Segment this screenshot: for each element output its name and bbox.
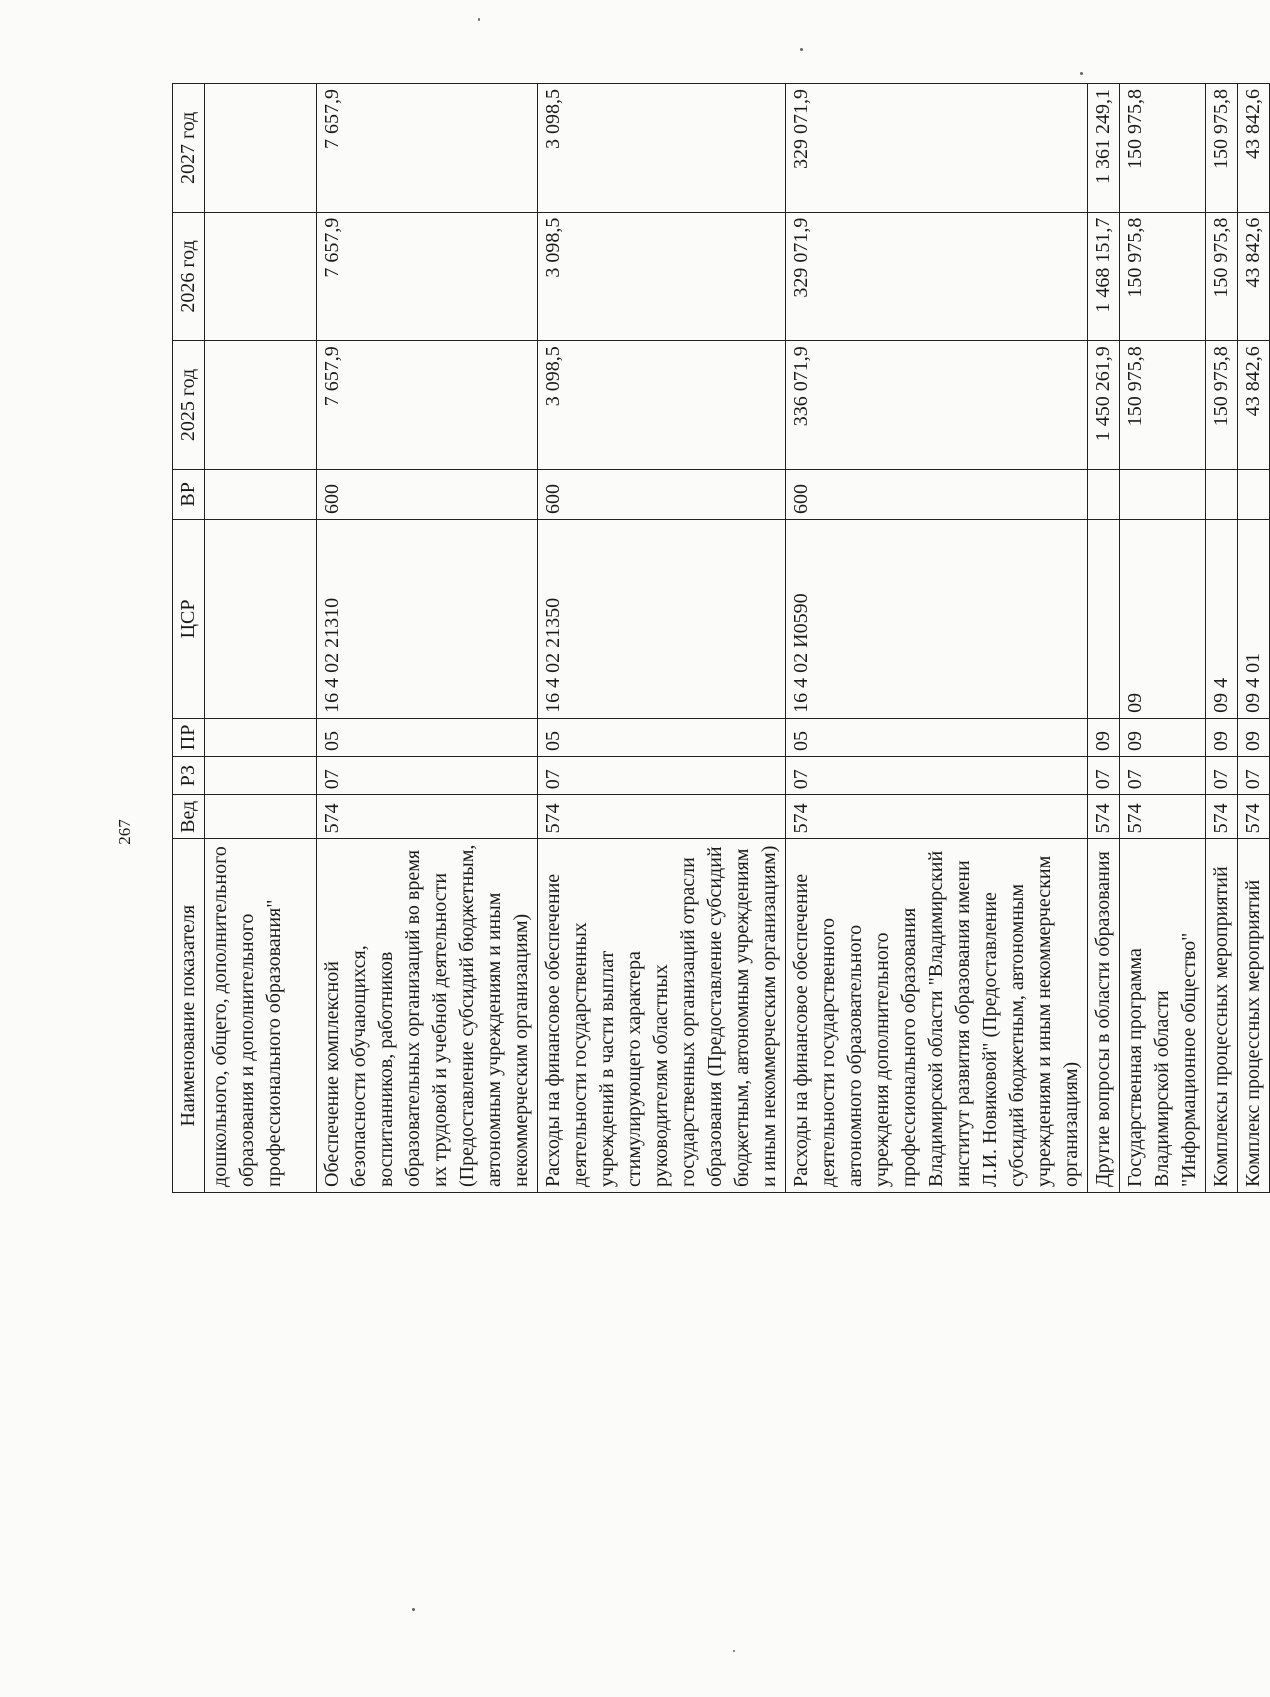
cell-rz: 07 xyxy=(538,757,786,795)
cell-2026: 150 975,8 xyxy=(1120,212,1206,341)
scan-speck xyxy=(733,1650,735,1652)
cell-2027: 150 975,8 xyxy=(1206,84,1238,213)
cell-2027: 7 657,9 xyxy=(317,84,538,213)
cell-ved: 574 xyxy=(538,795,786,839)
scan-speck xyxy=(478,18,480,21)
table-row xyxy=(786,84,1088,1193)
page-number: 267 xyxy=(114,819,134,845)
cell-ved: 574 xyxy=(1238,795,1270,839)
cell-name: Другие вопросы в области образования xyxy=(1088,839,1120,1193)
cell-pr: 05 xyxy=(317,718,538,756)
cell-ved: 574 xyxy=(1088,795,1120,839)
cell-2025: 336 071,9 xyxy=(786,341,1088,470)
header-vr: ВР xyxy=(173,469,205,519)
header-ved: Вед xyxy=(173,795,205,839)
cell-rz: 07 xyxy=(1238,757,1270,795)
cell-2026: 7 657,9 xyxy=(317,212,538,341)
header-2027: 2027 год xyxy=(173,84,205,213)
cell-2026: 150 975,8 xyxy=(1206,212,1238,341)
cell-2025: 1 450 261,9 xyxy=(1088,341,1120,470)
cell-pr: 09 xyxy=(1206,718,1238,756)
cell-pr: 05 xyxy=(786,718,1088,756)
table-row xyxy=(1088,84,1120,1193)
cell-name: Обеспечение комплексной безопасности обучающихся, воспитанников, работников образовательных организаций во время их трудовой и учебной деятельности (Предоставление субсидий бюджетным, автономным учреждениям и иным некоммерческим организациям) xyxy=(317,839,538,1193)
cell-pr: 09 xyxy=(1088,718,1120,756)
cell-2027: 43 842,6 xyxy=(1238,84,1270,213)
cell-ved: 574 xyxy=(786,795,1088,839)
cell-2025 xyxy=(205,341,317,470)
cell-vr xyxy=(205,469,317,519)
header-name: Наименование показателя xyxy=(173,839,205,1193)
header-2025: 2025 год xyxy=(173,341,205,470)
header-pr: ПР xyxy=(173,718,205,756)
cell-csr: 16 4 02 И0590 xyxy=(786,519,1088,718)
cell-name: Комплекс процессных мероприятий xyxy=(1238,839,1270,1193)
cell-csr: 09 4 01 xyxy=(1238,519,1270,718)
cell-pr: 05 xyxy=(538,718,786,756)
cell-csr: 09 xyxy=(1120,519,1206,718)
cell-pr: 09 xyxy=(1238,718,1270,756)
cell-csr: 16 4 02 21350 xyxy=(538,519,786,718)
cell-2026 xyxy=(205,212,317,341)
scan-speck xyxy=(800,48,803,51)
cell-ved: 574 xyxy=(317,795,538,839)
table-row xyxy=(1120,84,1206,1193)
table-row xyxy=(1238,84,1270,1193)
header-2026: 2026 год xyxy=(173,212,205,341)
scan-speck xyxy=(412,1608,415,1611)
cell-ved xyxy=(205,795,317,839)
cell-name: Расходы на финансовое обеспечение деятельности государственных учреждений в части выплат стимулирующего характера руководителям областных государственных организаций отрасли образования (Предоставление субсидий бюджетным, автономным учреждениям и иным некоммерческим организациям) xyxy=(538,839,786,1193)
table-row xyxy=(205,84,317,1193)
cell-2025: 43 842,6 xyxy=(1238,341,1270,470)
cell-vr xyxy=(1120,469,1206,519)
cell-vr: 600 xyxy=(317,469,538,519)
cell-csr: 16 4 02 21310 xyxy=(317,519,538,718)
scan-speck xyxy=(1080,72,1083,75)
cell-vr xyxy=(1206,469,1238,519)
cell-vr xyxy=(1088,469,1120,519)
table-row xyxy=(317,84,538,1193)
cell-name: Государственная программа Владимирской области "Информационное общество" xyxy=(1120,839,1206,1193)
cell-rz: 07 xyxy=(1206,757,1238,795)
cell-rz xyxy=(205,757,317,795)
cell-vr: 600 xyxy=(538,469,786,519)
budget-table xyxy=(172,83,1270,1193)
cell-pr xyxy=(205,718,317,756)
cell-vr xyxy=(1238,469,1270,519)
cell-rz: 07 xyxy=(1088,757,1120,795)
cell-vr: 600 xyxy=(786,469,1088,519)
cell-2026: 3 098,5 xyxy=(538,212,786,341)
cell-name: Комплексы процессных мероприятий xyxy=(1206,839,1238,1193)
cell-2027: 329 071,9 xyxy=(786,84,1088,213)
cell-2026: 329 071,9 xyxy=(786,212,1088,341)
cell-2025: 150 975,8 xyxy=(1206,341,1238,470)
cell-name: Расходы на финансовое обеспечение деятельности государственного автономного образовательного учреждения дополнительного профессионального образования Владимирской области "Владимирский институт развития образования имени Л.И. Новиковой" (Предоставление субсидий бюджетным, автономным учреждениям и иным некоммерческим организациям) xyxy=(786,839,1088,1193)
cell-rz: 07 xyxy=(786,757,1088,795)
cell-ved: 574 xyxy=(1206,795,1238,839)
cell-pr: 09 xyxy=(1120,718,1206,756)
cell-2025: 3 098,5 xyxy=(538,341,786,470)
table-row xyxy=(1206,84,1238,1193)
cell-csr: 09 4 xyxy=(1206,519,1238,718)
budget-table-container xyxy=(172,83,1264,1193)
cell-csr xyxy=(1088,519,1120,718)
cell-2026: 1 468 151,7 xyxy=(1088,212,1120,341)
cell-2027: 1 361 249,1 xyxy=(1088,84,1120,213)
cell-2027 xyxy=(205,84,317,213)
table-header-row xyxy=(173,84,205,1193)
table-row xyxy=(538,84,786,1193)
cell-csr xyxy=(205,519,317,718)
cell-2025: 7 657,9 xyxy=(317,341,538,470)
cell-name: дошкольного, общего, дополнительного образования и дополнительного профессионального образования" xyxy=(205,839,317,1193)
cell-2025: 150 975,8 xyxy=(1120,341,1206,470)
cell-2027: 150 975,8 xyxy=(1120,84,1206,213)
cell-2027: 3 098,5 xyxy=(538,84,786,213)
cell-rz: 07 xyxy=(317,757,538,795)
cell-2026: 43 842,6 xyxy=(1238,212,1270,341)
cell-rz: 07 xyxy=(1120,757,1206,795)
header-rz: РЗ xyxy=(173,757,205,795)
header-csr: ЦСР xyxy=(173,519,205,718)
cell-ved: 574 xyxy=(1120,795,1206,839)
